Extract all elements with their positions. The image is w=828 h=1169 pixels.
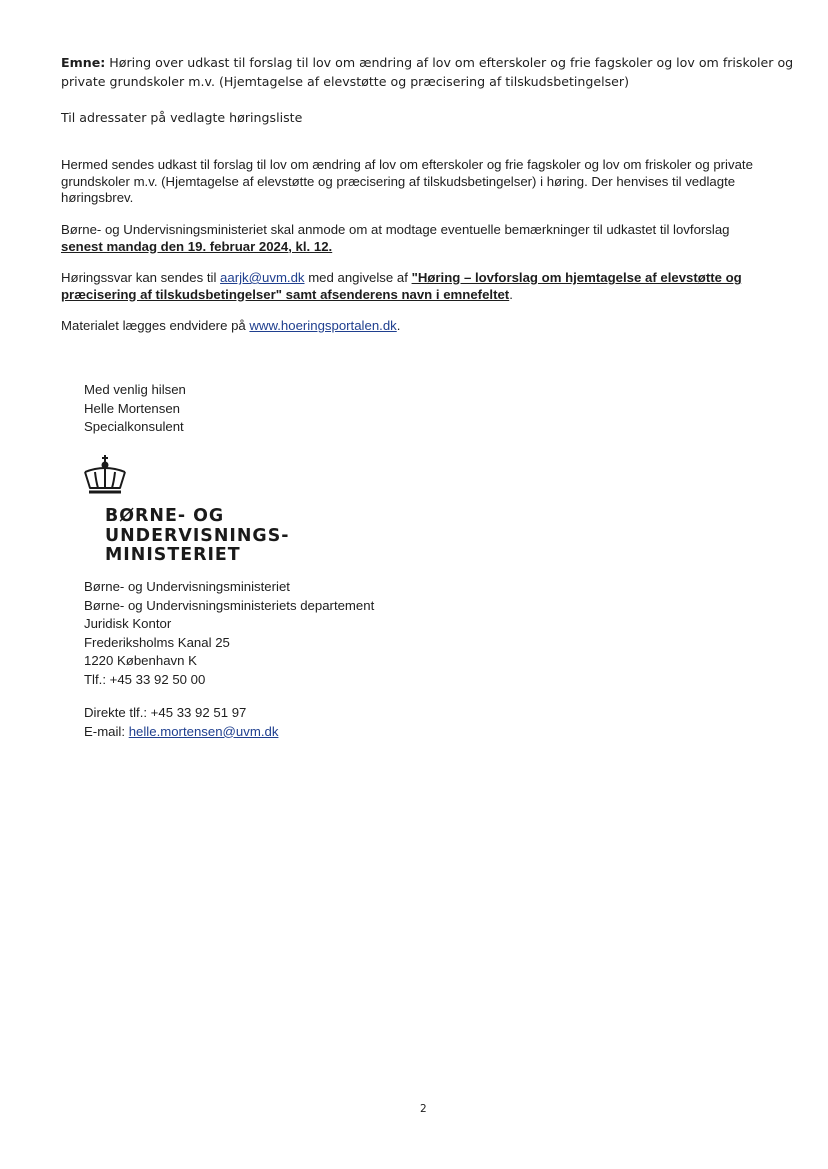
address-line-5: 1220 København K	[84, 653, 197, 668]
crown-icon	[82, 454, 128, 496]
address-line-2: Børne- og Undervisningsministeriets departement	[84, 597, 375, 613]
response-text-after: .	[509, 286, 513, 302]
response-email-link[interactable]: aarjk@uvm.dk	[220, 270, 305, 285]
material-text-before: Materialet lægges endvidere på	[61, 318, 250, 333]
address-line-3: Juridisk Kontor	[84, 616, 172, 631]
subject-line	[61, 53, 796, 91]
contact-block	[84, 704, 278, 741]
addressees-line: Til adressater på vedlagte høringsliste	[61, 110, 303, 125]
address-line-4: Frederiksholms Kanal 25	[84, 634, 230, 650]
deadline-date: senest mandag den 19. februar 2024, kl. 12.	[61, 238, 333, 254]
direct-phone: Direkte tlf.: +45 33 92 51 97	[84, 705, 247, 720]
intro-paragraph: Hermed sendes udkast til forslag til lov om ændring af lov om efterskoler og frie fagskoler og lov om friskoler og private grundskoler m.v. (Hjemtagelse af elevstøtte og præcisering af tilskudsbetingelser) i høring. Der henvises til vedlagte høringsbrev.	[61, 157, 753, 205]
deadline-text: Børne- og Undervisningsministeriet skal anmode om at modtage eventuelle bemærkninger til udkastet til lovforslag	[61, 222, 730, 237]
signature-title: Specialkonsulent	[84, 419, 184, 434]
address-phone: Tlf.: +45 33 92 50 00	[84, 671, 206, 687]
email-line	[84, 723, 278, 742]
subject-label: Emne:	[61, 55, 106, 70]
response-paragraph	[61, 270, 796, 303]
address-block	[84, 578, 374, 689]
signature-greeting: Med venlig hilsen	[84, 382, 186, 397]
email-label: E-mail:	[84, 723, 129, 739]
logo-line-3: MINISTERIET	[105, 545, 241, 565]
page-number: 2	[420, 1103, 427, 1115]
portal-link[interactable]: www.hoeringsportalen.dk	[249, 318, 397, 333]
signature-block	[84, 381, 186, 437]
subject-text: Høring over udkast til forslag til lov om ændring af lov om efterskoler og frie fagskoler og lov om friskoler og private grundskoler m.v. (Hjemtagelse af elevstøtte og præcisering af tilskudsbetingelser)	[61, 55, 794, 89]
signature-name: Helle Mortensen	[84, 400, 181, 416]
logo-line-2: UNDERVISNINGS-	[105, 525, 290, 546]
contact-email-link[interactable]: helle.mortensen@uvm.dk	[128, 723, 279, 739]
ministry-logo-text	[105, 507, 289, 566]
response-subject-line: "Høring – lovforslag om hjemtagelse af elevstøtte og præcisering af tilskudsbetingelser" samt afsenderens navn i emnefeltet	[61, 270, 742, 302]
response-text-before: Høringssvar kan sendes til	[61, 270, 221, 285]
material-text-after: .	[396, 318, 401, 333]
deadline-paragraph	[61, 222, 796, 255]
logo-line-1: BØRNE- OG	[105, 506, 225, 526]
response-text-middle: med angivelse af	[304, 270, 412, 285]
address-line-1: Børne- og Undervisningsministeriet	[84, 579, 290, 594]
material-paragraph	[61, 318, 796, 335]
